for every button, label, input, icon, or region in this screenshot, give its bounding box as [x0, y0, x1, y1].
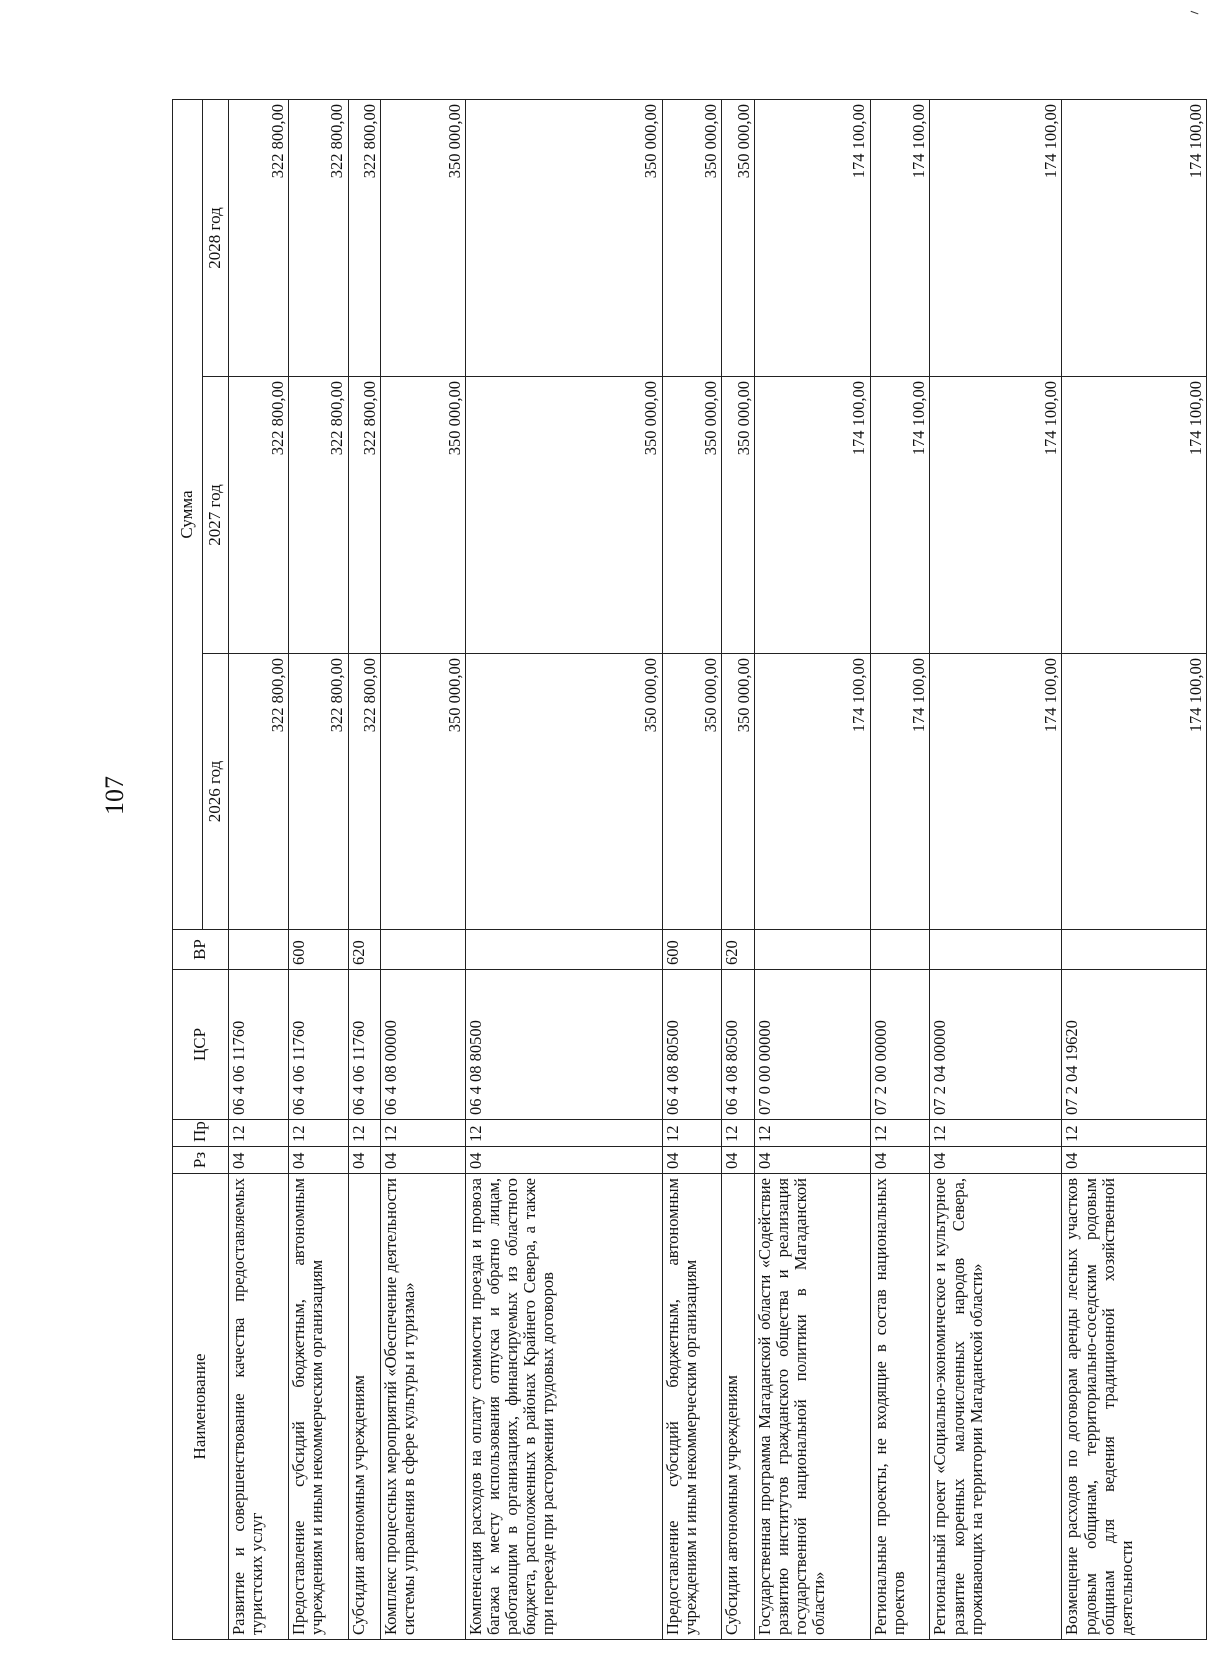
row-rz: 04 — [1062, 1147, 1207, 1174]
table-row — [465, 100, 662, 1640]
budget-table — [172, 99, 1207, 1640]
row-rz: 04 — [662, 1147, 722, 1174]
row-rz: 04 — [722, 1147, 754, 1174]
row-vr — [754, 930, 870, 970]
row-amount-2027: 174 100,00 — [1062, 377, 1207, 654]
row-csr: 06 4 06 11760 — [288, 970, 348, 1120]
row-amount-2026: 350 000,00 — [722, 654, 754, 930]
table-row — [930, 100, 1062, 1640]
row-amount-2026: 322 800,00 — [229, 654, 289, 930]
header-year-2028: 2028 год — [203, 100, 229, 377]
row-pr: 12 — [348, 1120, 380, 1147]
row-amount-2028: 174 100,00 — [870, 100, 930, 377]
row-vr: 600 — [288, 930, 348, 970]
row-vr: 600 — [662, 930, 722, 970]
row-pr: 12 — [662, 1120, 722, 1147]
header-rz: Рз — [173, 1147, 229, 1174]
row-amount-2028: 322 800,00 — [288, 100, 348, 377]
table-row — [870, 100, 930, 1640]
row-amount-2027: 350 000,00 — [722, 377, 754, 654]
row-amount-2026: 350 000,00 — [465, 654, 662, 930]
row-csr: 06 4 08 80500 — [662, 970, 722, 1120]
row-name: Предоставление субсидий бюджетным, автономным учреждениям и иным некоммерческим организациям — [288, 1174, 348, 1640]
table-row — [288, 100, 348, 1640]
row-rz: 04 — [380, 1147, 465, 1174]
row-vr — [1062, 930, 1207, 970]
row-pr: 12 — [1062, 1120, 1207, 1147]
row-name: Предоставление субсидий бюджетным, автономным учреждениям и иным некоммерческим организациям — [662, 1174, 722, 1640]
row-amount-2026: 174 100,00 — [754, 654, 870, 930]
row-amount-2028: 322 800,00 — [348, 100, 380, 377]
row-vr — [465, 930, 662, 970]
row-name: Региональные проекты, не входящие в состав национальных проектов — [870, 1174, 930, 1640]
row-csr: 07 2 00 00000 — [870, 970, 930, 1120]
row-csr: 06 4 06 11760 — [348, 970, 380, 1120]
row-amount-2027: 322 800,00 — [229, 377, 289, 654]
row-vr — [229, 930, 289, 970]
row-pr: 12 — [930, 1120, 1062, 1147]
table-row — [380, 100, 465, 1640]
page-number: 107 — [100, 776, 129, 815]
row-name: Развитие и совершенствование качества предоставляемых туристских услуг — [229, 1174, 289, 1640]
row-vr: 620 — [722, 930, 754, 970]
row-name: Возмещение расходов по договорам аренды лесных участков родовым общинам, территориально-соседским родовым общинам для ведения традиционной хозяйственной деятельности — [1062, 1174, 1207, 1640]
header-name: Наименование — [173, 1174, 229, 1640]
rotated-table-wrapper — [172, 100, 1207, 1640]
row-csr: 06 4 06 11760 — [229, 970, 289, 1120]
row-amount-2026: 174 100,00 — [1062, 654, 1207, 930]
header-sum: Сумма — [173, 100, 203, 930]
row-amount-2028: 350 000,00 — [380, 100, 465, 377]
header-year-2027: 2027 год — [203, 377, 229, 654]
row-pr: 12 — [380, 1120, 465, 1147]
row-amount-2027: 322 800,00 — [288, 377, 348, 654]
row-rz: 04 — [870, 1147, 930, 1174]
row-amount-2028: 174 100,00 — [1062, 100, 1207, 377]
row-amount-2027: 174 100,00 — [870, 377, 930, 654]
row-rz: 04 — [229, 1147, 289, 1174]
row-csr: 07 2 04 19620 — [1062, 970, 1207, 1120]
row-pr: 12 — [465, 1120, 662, 1147]
table-row — [348, 100, 380, 1640]
row-amount-2028: 350 000,00 — [465, 100, 662, 377]
row-amount-2026: 174 100,00 — [870, 654, 930, 930]
row-name: Субсидии автономным учреждениям — [722, 1174, 754, 1640]
row-amount-2028: 350 000,00 — [722, 100, 754, 377]
row-rz: 04 — [288, 1147, 348, 1174]
table-row — [662, 100, 722, 1640]
row-amount-2027: 350 000,00 — [380, 377, 465, 654]
row-pr: 12 — [229, 1120, 289, 1147]
row-name: Субсидии автономным учреждениям — [348, 1174, 380, 1640]
row-vr: 620 — [348, 930, 380, 970]
row-amount-2028: 174 100,00 — [754, 100, 870, 377]
scan-corner-mark — [1190, 11, 1199, 17]
header-vr: ВР — [173, 930, 229, 970]
row-amount-2026: 350 000,00 — [380, 654, 465, 930]
row-amount-2026: 322 800,00 — [288, 654, 348, 930]
row-csr: 06 4 08 80500 — [722, 970, 754, 1120]
row-pr: 12 — [722, 1120, 754, 1147]
header-row-1 — [173, 100, 203, 1640]
table-row — [229, 100, 289, 1640]
row-amount-2028: 350 000,00 — [662, 100, 722, 377]
row-name: Компенсация расходов на оплату стоимости проезда и провоза багажа к месту использования отпуска и обратно лицам, работающим в организациях, финансируемых из областного бюджета, расположенных в районах Крайнего Севера, а также при переезде при расторжении трудовых договоров — [465, 1174, 662, 1640]
row-amount-2026: 350 000,00 — [662, 654, 722, 930]
row-rz: 04 — [348, 1147, 380, 1174]
table-row — [722, 100, 754, 1640]
row-csr: 07 0 00 00000 — [754, 970, 870, 1120]
row-amount-2026: 174 100,00 — [930, 654, 1062, 930]
header-pr: Пр — [173, 1120, 229, 1147]
row-name: Региональный проект «Социально-экономическое и культурное развитие коренных малочисленных народов Севера, проживающих на территории Магаданской области» — [930, 1174, 1062, 1640]
table-row — [754, 100, 870, 1640]
row-amount-2026: 322 800,00 — [348, 654, 380, 930]
row-csr: 06 4 08 80500 — [465, 970, 662, 1120]
table-row — [1062, 100, 1207, 1640]
row-pr: 12 — [870, 1120, 930, 1147]
row-pr: 12 — [754, 1120, 870, 1147]
header-csr: ЦСР — [173, 970, 229, 1120]
row-amount-2028: 174 100,00 — [930, 100, 1062, 377]
row-vr — [380, 930, 465, 970]
row-amount-2028: 322 800,00 — [229, 100, 289, 377]
row-vr — [930, 930, 1062, 970]
header-year-2026: 2026 год — [203, 654, 229, 930]
row-amount-2027: 174 100,00 — [930, 377, 1062, 654]
row-amount-2027: 350 000,00 — [465, 377, 662, 654]
row-amount-2027: 350 000,00 — [662, 377, 722, 654]
row-amount-2027: 322 800,00 — [348, 377, 380, 654]
row-name: Государственная программа Магаданской области «Содействие развитию институтов гражданского общества и реализация государственной национальной политики в Магаданской области» — [754, 1174, 870, 1640]
row-name: Комплекс процессных мероприятий «Обеспечение деятельности системы управления в сфере культуры и туризма» — [380, 1174, 465, 1640]
row-vr — [870, 930, 930, 970]
row-amount-2027: 174 100,00 — [754, 377, 870, 654]
row-pr: 12 — [288, 1120, 348, 1147]
row-csr: 07 2 04 00000 — [930, 970, 1062, 1120]
row-rz: 04 — [754, 1147, 870, 1174]
row-rz: 04 — [465, 1147, 662, 1174]
row-csr: 06 4 08 00000 — [380, 970, 465, 1120]
row-rz: 04 — [930, 1147, 1062, 1174]
